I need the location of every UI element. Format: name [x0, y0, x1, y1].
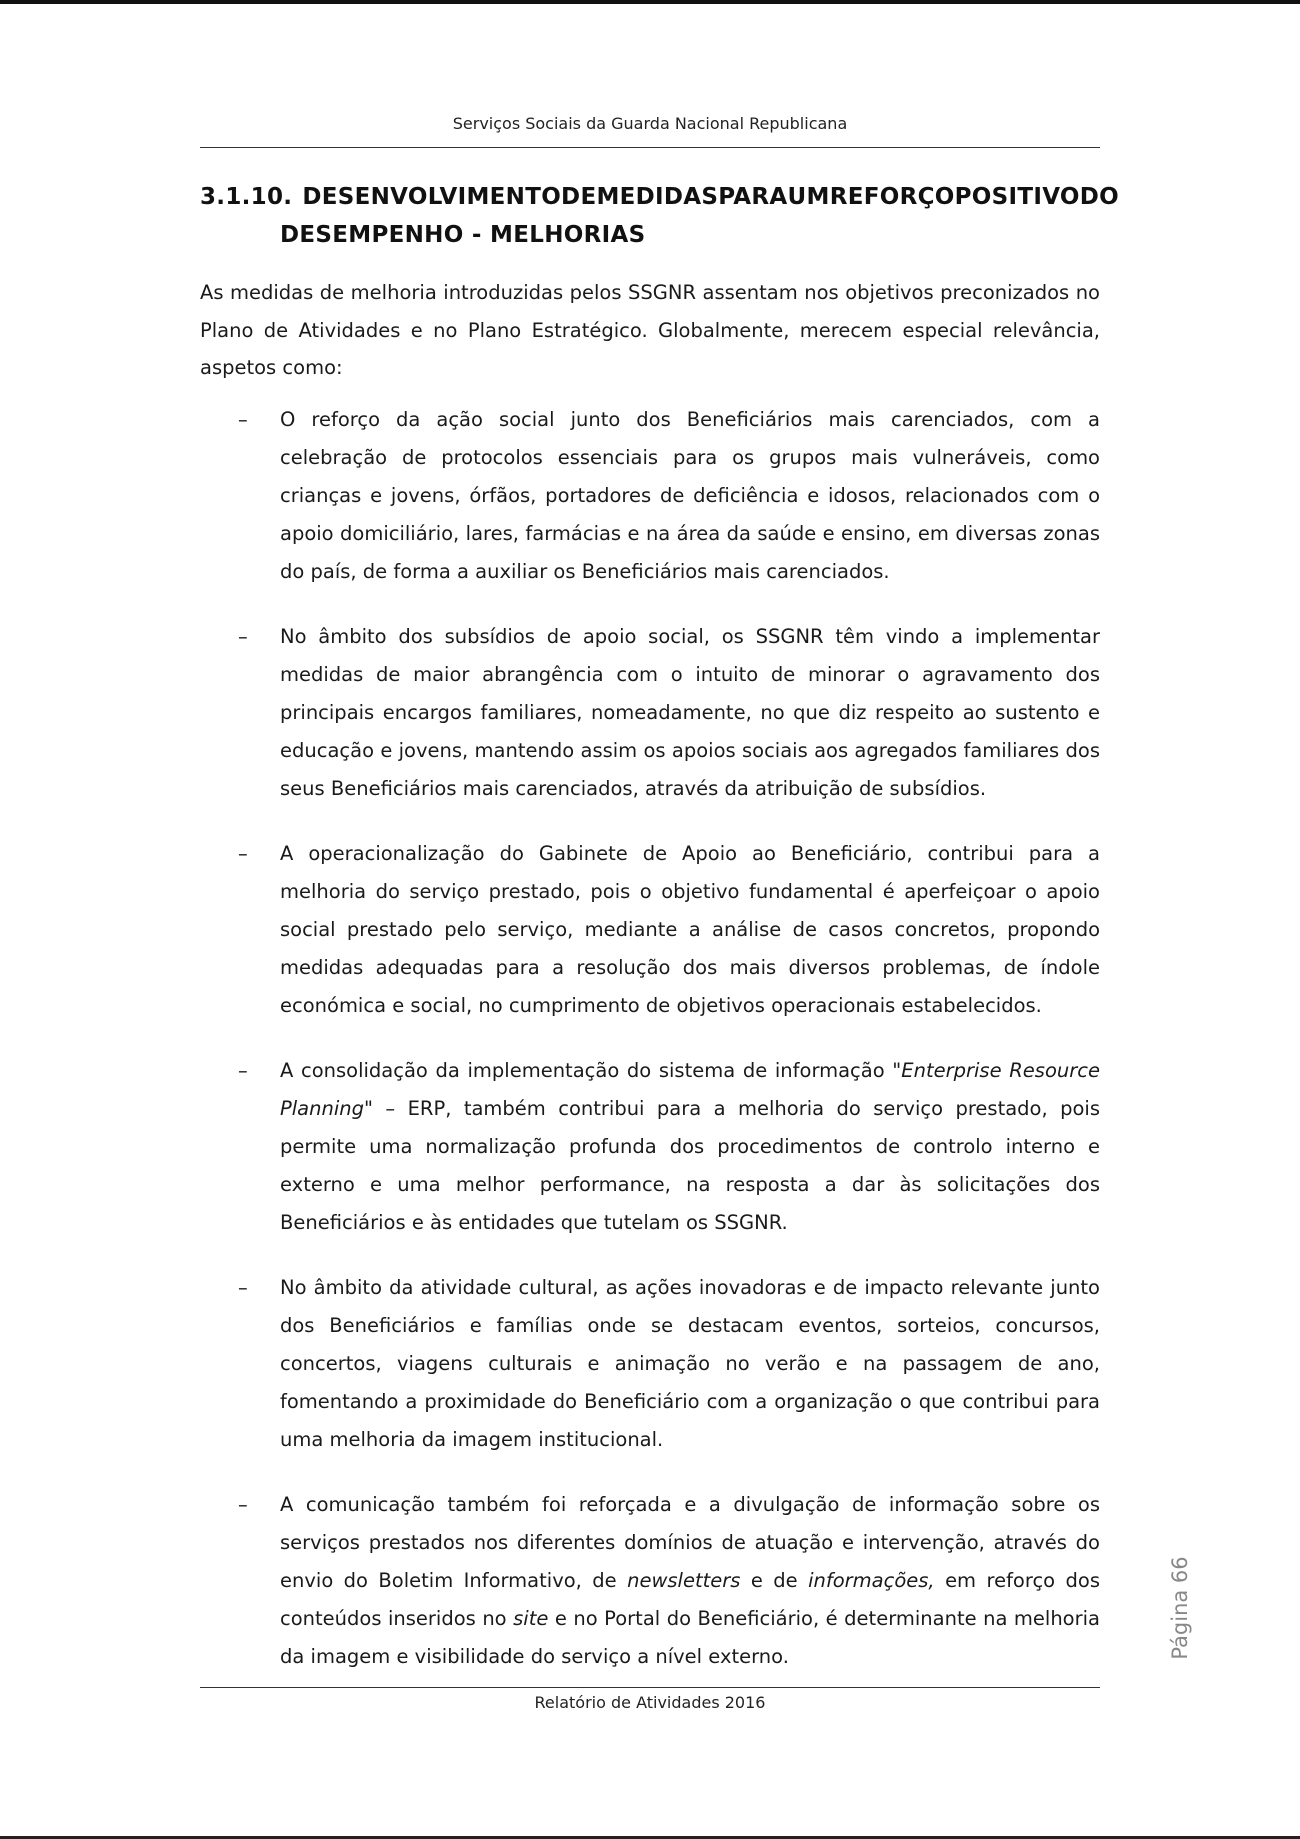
header-divider: [200, 147, 1100, 148]
section-heading-line2: DESEMPENHO - MELHORIAS: [280, 222, 646, 248]
heading-word: UM: [787, 184, 830, 210]
list-item-text-part: e de: [740, 1569, 809, 1592]
dash-bullet: –: [238, 842, 248, 865]
heading-word: DO: [1079, 184, 1120, 210]
heading-word: MEDIDAS: [596, 184, 719, 210]
dash-bullet: –: [238, 625, 248, 648]
list-item: [200, 1052, 1100, 1242]
italic-term: informações,: [808, 1569, 935, 1592]
bullet-list: [200, 401, 1100, 1676]
heading-word: REFORÇO: [829, 184, 955, 210]
page-number-label: Página 66: [1168, 1556, 1192, 1660]
heading-word: DESENVOLVIMENTO: [302, 184, 562, 210]
dash-bullet: –: [238, 408, 248, 431]
section-heading: [200, 184, 1120, 248]
list-item-text-part: A comunicação também foi reforçada e a divulgação de informação sobre os serviços prestados nos diferentes domínios de atuação e intervenção, através do envio do Boletim Informativo, de: [280, 1493, 1100, 1592]
list-item-text: A operacionalização do Gabinete de Apoio ao Beneficiário, contribui para a melhoria do serviço prestado, pois o objetivo fundamental é aperfeiçoar o apoio social prestado pelo serviço, mediante a análise de casos concretos, propondo medidas adequadas para a resolução dos mais diversos problemas, de índole económica e social, no cumprimento de objetivos operacionais estabelecidos.: [280, 842, 1100, 1017]
list-item-text: O reforço da ação social junto dos Beneficiários mais carenciados, com a celebração de protocolos essenciais para os grupos mais vulneráveis, como crianças e jovens, órfãos, portadores de deficiência e idosos, relacionados com o apoio domiciliário, lares, farmácias e na área da saúde e ensino, em diversas zonas do país, de forma a auxiliar os Beneficiários mais carenciados.: [280, 408, 1100, 583]
italic-term: site: [513, 1607, 549, 1630]
heading-word: PARA: [718, 184, 788, 210]
list-item: [200, 1486, 1100, 1676]
list-item-text-part: " – ERP, também contribui para a melhoria do serviço prestado, pois permite uma normalização profunda dos procedimentos de controlo interno e externo e uma melhor performance, na resposta a dar às solicitações dos Beneficiários e às entidades que tutelam os SSGNR.: [280, 1097, 1100, 1234]
section-number: 3.1.10.: [200, 184, 293, 210]
heading-word: DE: [561, 184, 597, 210]
section-heading-line1: [200, 184, 1120, 210]
intro-paragraph: As medidas de melhoria introduzidas pelos SSGNR assentam nos objetivos preconizados no Plano de Atividades e no Plano Estratégico. Globalmente, merecem especial relevância, aspetos como:: [200, 281, 1100, 379]
list-item-text: [280, 1493, 1100, 1668]
list-item-text-part: A consolidação da implementação do sistema de informação ": [280, 1059, 902, 1082]
list-item-text-part: e no Portal do Beneficiário, é determinante na melhoria da imagem e visibilidade do serviço a nível externo.: [280, 1607, 1100, 1668]
list-item: [200, 1269, 1100, 1459]
list-item-text: No âmbito dos subsídios de apoio social, os SSGNR têm vindo a implementar medidas de maior abrangência com o intuito de minorar o agravamento dos principais encargos familiares, nomeadamente, no que diz respeito ao sustento e educação e jovens, mantendo assim os apoios sociais aos agregados familiares dos seus Beneficiários mais carenciados, através da atribuição de subsídios.: [280, 625, 1100, 800]
list-item-text-part: em reforço dos conteúdos inseridos no: [280, 1569, 1100, 1630]
dash-bullet: –: [238, 1276, 248, 1299]
footer-divider: [200, 1687, 1100, 1688]
list-item: [200, 835, 1100, 1025]
running-header: Serviços Sociais da Guarda Nacional Republicana: [452, 114, 848, 133]
page-number: [1160, 1556, 1200, 1676]
running-footer: Relatório de Atividades 2016: [534, 1693, 766, 1712]
italic-term: newsletters: [627, 1569, 741, 1592]
list-item-text: No âmbito da atividade cultural, as ações inovadoras e de impacto relevante junto dos Beneficiários e famílias onde se destacam eventos, sorteios, concursos, concertos, viagens culturais e animação no verão e na passagem de ano, fomentando a proximidade do Beneficiário com a organização o que contribui para uma melhoria da imagem institucional.: [280, 1276, 1100, 1451]
list-item-text: [280, 1059, 1100, 1234]
heading-word: POSITIVO: [954, 184, 1080, 210]
dash-bullet: –: [238, 1059, 248, 1082]
section-heading-words: [302, 184, 1119, 210]
list-item: [200, 401, 1100, 591]
italic-term: Enterprise Resource Planning: [280, 1059, 1100, 1120]
dash-bullet: –: [238, 1493, 248, 1516]
list-item: [200, 618, 1100, 808]
